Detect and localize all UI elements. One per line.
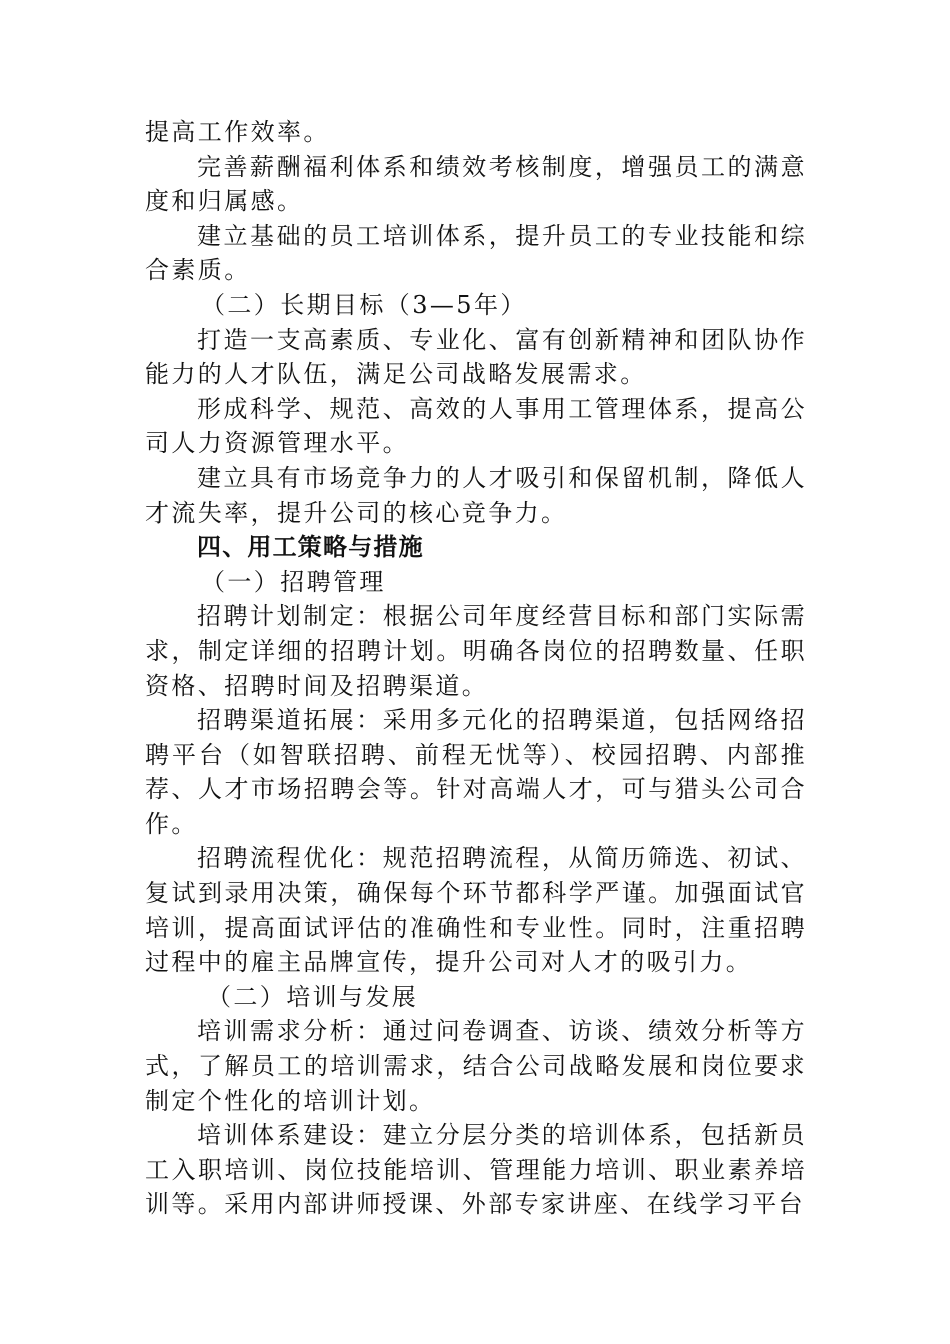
paragraph: 培训需求分析：通过问卷调查、访谈、绩效分析等方式，了解员工的培训需求，结合公司战略发展和岗位要求制定个性化的培训计划。 [145,1017,807,1115]
paragraph: 招聘渠道拓展：采用多元化的招聘渠道，包括网络招聘平台（如智联招聘、前程无忧等）、校园招聘、内部推荐、人才市场招聘会等。针对高端人才，可与猎头公司合作。 [145,706,807,838]
paragraph: 形成科学、规范、高效的人事用工管理体系，提高公司人力资源管理水平。 [145,394,807,458]
paragraph: 打造一支高素质、专业化、富有创新精神和团队协作能力的人才队伍，满足公司战略发展需求。 [145,325,807,389]
subheading-recruitment: （一）招聘管理 [201,567,386,596]
paragraph: 建立基础的员工培训体系，提升员工的专业技能和综合素质。 [145,221,807,285]
paragraph: 培训体系建设：建立分层分类的培训体系，包括新员工入职培训、岗位技能培训、管理能力培训、职业素养培训等。采用内部讲师授课、外部专家讲座、在线学习平台 [145,1121,807,1219]
paragraph: 建立具有市场竞争力的人才吸引和保留机制，降低人才流失率，提升公司的核心竞争力。 [145,463,807,527]
paragraph: 完善薪酬福利体系和绩效考核制度，增强员工的满意度和归属感。 [145,152,807,216]
subheading-training: （二）培训与发展 [207,982,419,1011]
subheading-long-term-goals: （二）长期目标（3—5年） [201,290,527,319]
document-body [145,115,807,1222]
paragraph: 招聘流程优化：规范招聘流程，从简历筛选、初试、复试到录用决策，确保每个环节都科学严谨。加强面试官培训，提高面试评估的准确性和专业性。同时，注重招聘过程中的雇主品牌宣传，提升公司对人才的吸引力。 [145,844,807,977]
section-heading-strategy: 四、用工策略与措施 [197,533,424,562]
paragraph: 招聘计划制定：根据公司年度经营目标和部门实际需求，制定详细的招聘计划。明确各岗位的招聘数量、任职资格、招聘时间及招聘渠道。 [145,602,807,700]
paragraph-continuation: 提高工作效率。 [145,118,330,146]
